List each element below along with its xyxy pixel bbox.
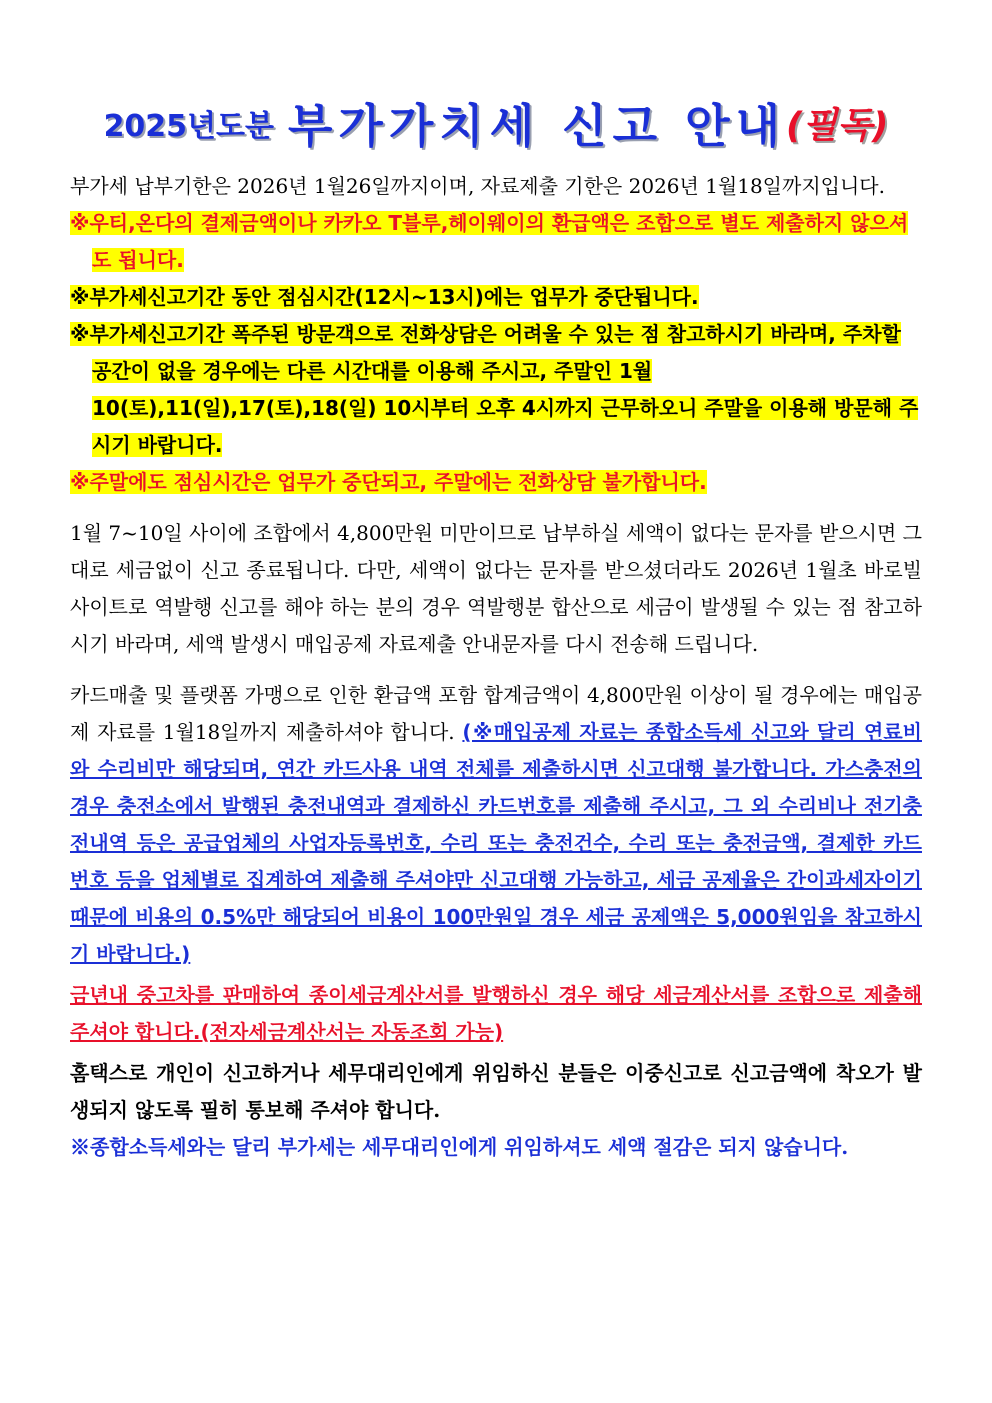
purchase-deduction-text: 카드매출 및 플랫폼 가맹으로 인한 환급액 포함 합계금액이 4,800만원 이상이 될 경우에는 매입공제 자료를 1월18일까지 제출하셔야 합니다.	[70, 683, 922, 744]
title-year: 2025년도분	[103, 109, 274, 144]
tax-agent-note: ※종합소득세와는 달리 부가세는 세무대리인에게 위임하셔도 세액 절감은 되지 않습니다.	[70, 1135, 849, 1159]
notice-platform-refund	[70, 205, 922, 279]
purchase-deduction-detail: (※매입공제 자료는 종합소득세 신고와 달리 연료비와 수리비만 해당되며, 연간 카드사용 내역 전체를 제출하시면 신고대행 불가합니다. 가스충전의 경우 충전소에서 발행된 충전내역과 결제하신 카드번호를 제출해 주시고, 그 외 수리비나 전기충전내역 등은 공급업체의 사업자등록번호, 수리 또는 충전건수, 수리 또는 충전금액, 결제한 카드번호 등을 업체별로 집계하여 제출해 주셔야만 신고대행 가능하고, 세금 공제율은 간이과세자이기 때문에 비용의 0.5%만 해당되어 비용이 100만원일 경우 세금 공제액은 5,000원임을 참고하시기 바랍니다.)	[70, 720, 922, 966]
no-tax-paragraph: 1월 7~10일 사이에 조합에서 4,800만원 미만이므로 납부하실 세액이 없다는 문자를 받으시면 그대로 세금없이 신고 종료됩니다. 다만, 세액이 없다는 문자를 받으셨더라도 2026년 1월초 바로빌 사이트로 역발행 신고를 해야 하는 분의 경우 역발행분 합산으로 세금이 발생될 수 있는 점 참고하시기 바라며, 세액 발생시 매입공제 자료제출 안내문자를 다시 전송해 드립니다.	[70, 521, 922, 656]
notice-document	[70, 90, 922, 1166]
notice-platform-refund-text: ※우티,온다의 결제금액이나 카카오 T블루,헤이웨이의 환급액은 조합으로 별도 제출하지 않으셔도 됩니다.	[70, 211, 909, 272]
notice-weekend-lunch	[70, 464, 922, 501]
notice-weekend-lunch-text: ※주말에도 점심시간은 업무가 중단되고, 주말에는 전화상담 불가합니다.	[70, 470, 707, 494]
deadline-paragraph: 부가세 납부기한은 2026년 1월26일까지이며, 자료제출 기한은 2026년 1월18일까지입니다.	[70, 174, 885, 198]
hometax-paragraph: 홈택스로 개인이 신고하거나 세무대리인에게 위임하신 분들은 이중신고로 신고금액에 착오가 발생되지 않도록 필히 통보해 주셔야 합니다.	[70, 1061, 922, 1122]
notice-weekend-visit-text: ※부가세신고기간 폭주된 방문객으로 전화상담은 어려울 수 있는 점 참고하시기 바라며, 주차할 공간이 없을 경우에는 다른 시간대를 이용해 주시고, 주말인 1월10(토),11(일),17(토),18(일) 10시부터 오후 4시까지 근무하오니 주말을 이용해 방문해 주시기 바랍니다.	[70, 322, 919, 457]
notice-lunch-hours	[70, 279, 922, 316]
notice-weekend-visit	[70, 316, 922, 464]
page-title	[70, 90, 922, 160]
notice-lunch-hours-text: ※부가세신고기간 동안 점심시간(12시~13시)에는 업무가 중단됩니다.	[70, 285, 699, 309]
purchase-deduction-paragraph	[70, 677, 922, 973]
title-main: 부가가치세 신고 안내	[288, 99, 786, 153]
used-car-invoice-paragraph: 금년내 중고차를 판매하여 종이세금계산서를 발행하신 경우 해당 세금계산서를 조합으로 제출해 주셔야 합니다.(전자세금계산서는 자동조회 가능)	[70, 983, 922, 1044]
title-note: (필독)	[785, 105, 889, 147]
